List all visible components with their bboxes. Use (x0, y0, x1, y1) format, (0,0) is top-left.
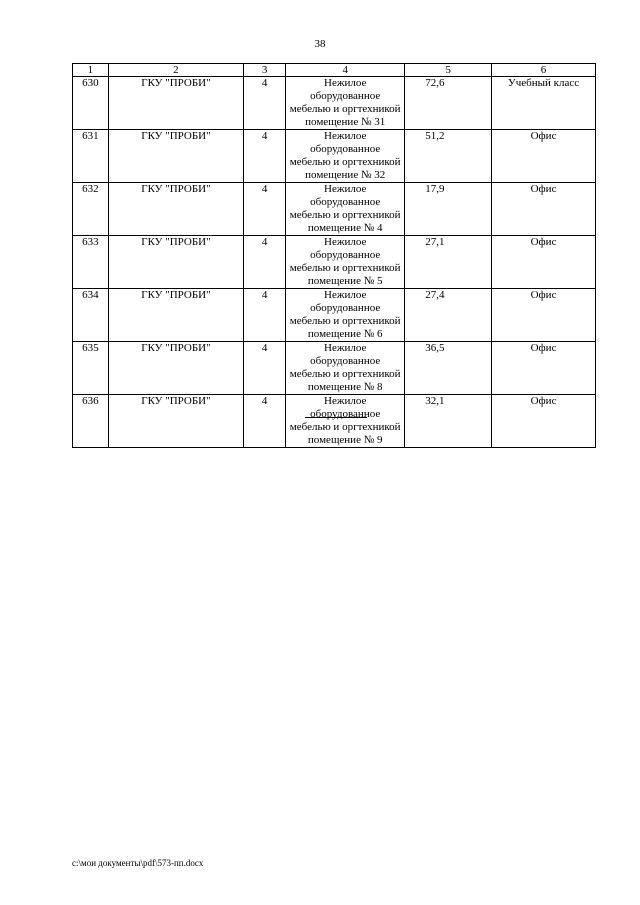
premises-description-cell: Нежилое оборудованное мебелью и оргтехникой помещение № 9 (286, 395, 405, 448)
organization-cell: ГКУ "ПРОБИ" (108, 77, 243, 130)
organization-cell: ГКУ "ПРОБИ" (108, 289, 243, 342)
purpose-cell: Офис (492, 395, 596, 448)
premises-description-cell: Нежилое оборудованное мебелью и оргтехникой помещение № 4 (286, 183, 405, 236)
premises-description-cell: Нежилое оборудованное мебелью и оргтехникой помещение № 5 (286, 236, 405, 289)
row-number-cell: 630 (73, 77, 109, 130)
table-row (73, 130, 596, 183)
data-table (72, 63, 596, 448)
row-number-cell: 633 (73, 236, 109, 289)
area-cell: 27,1 (405, 236, 492, 289)
floor-cell: 4 (243, 77, 285, 130)
floor-cell: 4 (243, 342, 285, 395)
column-header: 3 (243, 64, 285, 77)
column-header: 5 (405, 64, 492, 77)
table-row (73, 342, 596, 395)
table-row (73, 289, 596, 342)
purpose-cell: Офис (492, 289, 596, 342)
footer-file-path: c:\мои документы\pdf\573-пп.docx (72, 858, 204, 868)
table-header-row (73, 64, 596, 77)
purpose-cell: Офис (492, 130, 596, 183)
floor-cell: 4 (243, 183, 285, 236)
table-row (73, 395, 596, 448)
purpose-cell: Офис (492, 342, 596, 395)
organization-cell: ГКУ "ПРОБИ" (108, 395, 243, 448)
row-number-cell: 635 (73, 342, 109, 395)
area-cell: 17,9 (405, 183, 492, 236)
floor-cell: 4 (243, 395, 285, 448)
area-cell: 36,5 (405, 342, 492, 395)
column-header: 2 (108, 64, 243, 77)
purpose-cell: Учебный класс (492, 77, 596, 130)
premises-description-cell: Нежилое оборудованное мебелью и оргтехникой помещение № 32 (286, 130, 405, 183)
row-number-cell: 634 (73, 289, 109, 342)
row-number-cell: 631 (73, 130, 109, 183)
area-cell: 51,2 (405, 130, 492, 183)
premises-description-cell: Нежилое оборудованное мебелью и оргтехникой помещение № 6 (286, 289, 405, 342)
floor-cell: 4 (243, 236, 285, 289)
row-number-cell: 632 (73, 183, 109, 236)
end-of-table-rule (305, 417, 367, 418)
premises-description-cell: Нежилое оборудованное мебелью и оргтехникой помещение № 31 (286, 77, 405, 130)
table-row (73, 183, 596, 236)
area-cell: 27,4 (405, 289, 492, 342)
column-header: 6 (492, 64, 596, 77)
page-number: 38 (314, 38, 326, 50)
area-cell: 72,6 (405, 77, 492, 130)
table-row (73, 236, 596, 289)
column-header: 1 (73, 64, 109, 77)
organization-cell: ГКУ "ПРОБИ" (108, 130, 243, 183)
purpose-cell: Офис (492, 236, 596, 289)
floor-cell: 4 (243, 289, 285, 342)
row-number-cell: 636 (73, 395, 109, 448)
area-cell: 32,1 (405, 395, 492, 448)
table-row (73, 77, 596, 130)
organization-cell: ГКУ "ПРОБИ" (108, 236, 243, 289)
organization-cell: ГКУ "ПРОБИ" (108, 183, 243, 236)
column-header: 4 (286, 64, 405, 77)
premises-description-cell: Нежилое оборудованное мебелью и оргтехникой помещение № 8 (286, 342, 405, 395)
organization-cell: ГКУ "ПРОБИ" (108, 342, 243, 395)
floor-cell: 4 (243, 130, 285, 183)
purpose-cell: Офис (492, 183, 596, 236)
